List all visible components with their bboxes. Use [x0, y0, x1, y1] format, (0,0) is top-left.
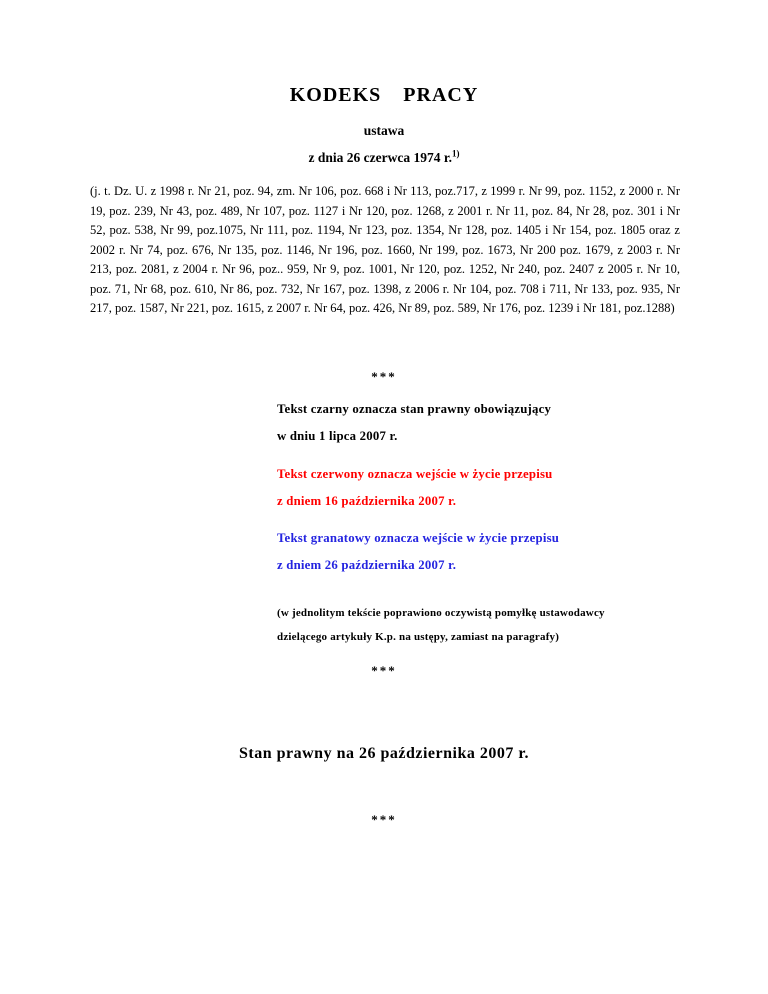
legend-navy-line-2: z dniem 26 października 2007 r. [277, 558, 457, 572]
separator-asterisks-3: *** [371, 812, 397, 827]
act-date-text: z dnia 26 czerwca 1974 r. [308, 150, 452, 165]
legend-black-text [277, 396, 697, 450]
legend-navy-line-1: Tekst granatowy oznacza wejście w życie przepisu [277, 531, 560, 545]
act-type-label: ustawa [363, 123, 405, 138]
legal-status-line: Stan prawny na 26 października 2007 r. [239, 745, 529, 762]
legend-navy-text [277, 525, 697, 579]
legend-red-line-2: z dniem 16 października 2007 r. [277, 494, 457, 508]
legend-black-line-2: w dniu 1 lipca 2007 r. [277, 429, 398, 443]
editorial-correction-note [277, 601, 677, 649]
footnote-reference: 1) [451, 148, 460, 159]
publication-history-note: (j. t. Dz. U. z 1998 r. Nr 21, poz. 94, zm. Nr 106, poz. 668 i Nr 113, poz.717, z 1999 r. Nr 99, poz. 1152, z 2000 r. Nr 19, poz. 239, Nr 43, poz. 489, Nr 107, poz. 1127 i Nr 120, poz. 1268, z 2001 r. Nr 11, poz. 84, Nr 28, poz. 301 i Nr 52, poz. 538, Nr 99, poz.1075, Nr 111, poz. 1194, Nr 123, poz. 1354, Nr 128, poz. 1405 i Nr 154, poz. 1805 oraz z 2002 r. Nr 74, poz. 676, Nr 135, poz. 1146, Nr 196, poz. 1660, Nr 199, poz. 1673, Nr 200 poz. 1679, z 2003 r. Nr 213, poz. 2081, z 2004 r. Nr 96, poz.. 959, Nr 9, poz. 1001, Nr 120, poz. 1252, Nr 240, poz. 2407 z 2005 r. Nr 10, poz. 71, Nr 68, poz. 610, Nr 86, poz. 732, Nr 167, poz. 1398, z 2006 r. Nr 104, poz. 708 i 711, Nr 133, poz. 935, Nr 217, poz. 1587, Nr 221, poz. 1615, z 2007 r. Nr 64, poz. 426, Nr 89, poz. 589, Nr 176, poz. 1239 i Nr 181, poz.1288) [90, 184, 680, 315]
separator-asterisks-2: *** [371, 663, 397, 678]
page-title: KODEKS PRACY [289, 84, 479, 106]
editorial-note-line-1: (w jednolitym tekście poprawiono oczywistą pomyłkę ustawodawcy [277, 607, 605, 619]
legend-red-text [277, 461, 697, 515]
separator-asterisks-1: *** [371, 369, 397, 384]
legend-black-line-1: Tekst czarny oznacza stan prawny obowiązujący [277, 402, 552, 416]
act-date-line [0, 150, 768, 166]
editorial-note-line-2: dzielącego artykuły K.p. na ustępy, zamiast na paragrafy) [277, 631, 560, 643]
legend-red-line-1: Tekst czerwony oznacza wejście w życie przepisu [277, 467, 553, 481]
